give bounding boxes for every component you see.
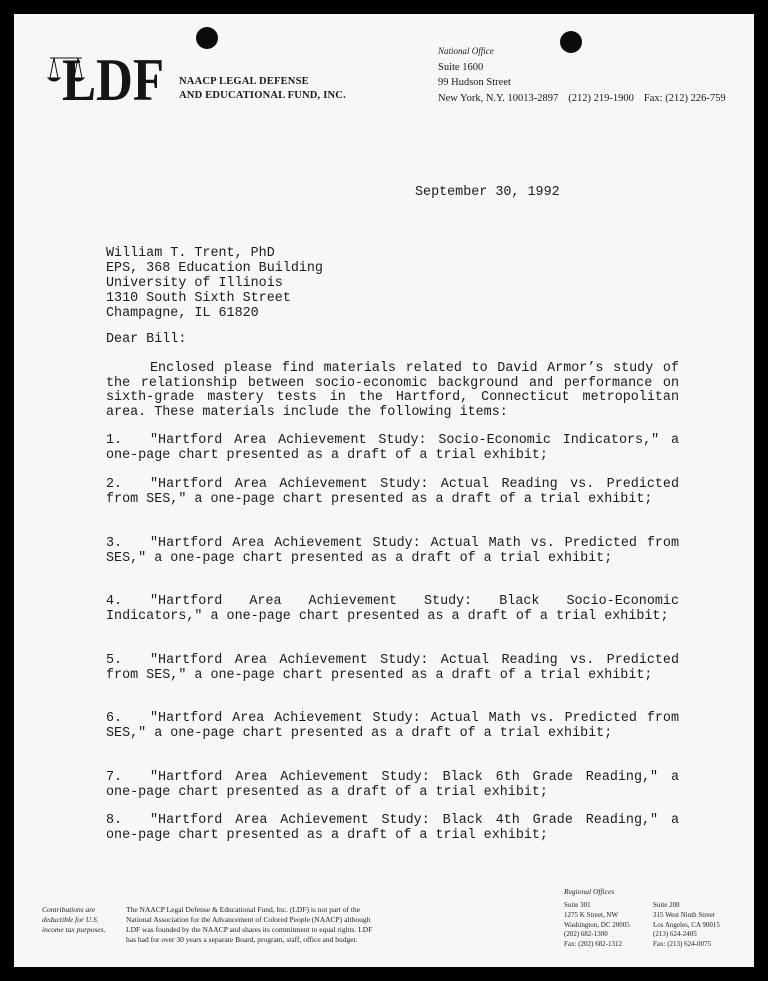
item-text: "Hartford Area Achievement Study: Socio-Economic Indicators," a one-page chart presented as a draft of a trial exhibit; (106, 433, 679, 463)
ldf-logo (48, 44, 166, 113)
dc-line: 1275 K Street, NW (564, 910, 619, 919)
item-text: "Hartford Area Achievement Study: Actual Reading vs. Predicted from SES," a one-page chart presented as a draft of a trial exhibit; (106, 653, 679, 683)
footer-disclaimer: The NAACP Legal Defense & Educational Fund, Inc. (LDF) is not part of the National Association for the Advancement of Colored People (NAACP) although LDF was founded by the NAACP and shares its commitment to equal rights. LDF has had for over 30 years a separate Board, program, staff, office and budget. (126, 905, 373, 944)
salutation: Dear Bill: (106, 332, 187, 347)
address-line: William T. Trent, PhD (106, 246, 275, 261)
address-line: University of Illinois (106, 276, 283, 291)
dc-office-address (564, 901, 630, 950)
list-item (106, 814, 679, 843)
item-text: "Hartford Area Achievement Study: Actual Math vs. Predicted from SES," a one-page chart presented as a draft of a trial exhibit; (106, 711, 679, 741)
tax-deductible-note (42, 905, 106, 935)
dc-line: Suite 301 (564, 901, 591, 909)
list-item (106, 595, 679, 624)
item-number: 3. (106, 536, 123, 551)
org-name-line2: AND EDUCATIONAL FUND, INC. (179, 90, 346, 101)
list-item (106, 654, 679, 683)
regional-offices-label: Regional Offices (564, 887, 615, 896)
national-office-address (438, 44, 726, 106)
address-line: Champagne, IL 61820 (106, 306, 259, 321)
logo-lettering: LDF (62, 47, 164, 113)
office-phone: (212) 219-1900 (568, 92, 634, 104)
list-item (106, 712, 679, 741)
letter-date: September 30, 1992 (415, 185, 560, 200)
intro-paragraph: Enclosed please find materials related to David Armor’s study of the relationship between socio-economic background and performance on sixth-grade mastery tests in the Hartford, Connecticut metropolitan area. These materials include the following items: (106, 361, 679, 420)
list-item (106, 478, 679, 507)
dc-line: Washington, DC 20005 (564, 920, 630, 929)
la-line: (213) 624-2405 (653, 930, 697, 939)
la-office-address (653, 901, 720, 950)
item-text: "Hartford Area Achievement Study: Actual Reading vs. Predicted from SES," a one-page chart presented as a draft of a trial exhibit; (106, 477, 679, 507)
la-line: 315 West Ninth Street (653, 910, 715, 919)
punch-hole-left (196, 27, 218, 49)
item-number: 4. (106, 594, 123, 609)
org-name (179, 75, 346, 103)
item-text: "Hartford Area Achievement Study: Black 4th Grade Reading," a one-page chart presented as a draft of a trial exhibit; (106, 813, 679, 843)
note-line: deductible for U.S. (42, 915, 99, 924)
la-line: Los Angeles, CA 90015 (653, 920, 720, 929)
note-line: Contributions are (42, 905, 96, 914)
office-contact-line (438, 91, 726, 107)
office-fax: Fax: (212) 226-759 (643, 92, 726, 104)
la-line: Suite 208 (653, 901, 680, 909)
item-number: 1. (106, 433, 123, 448)
office-street: 99 Hudson Street (438, 77, 511, 88)
address-line: 1310 South Sixth Street (106, 291, 291, 306)
dc-line: Fax: (202) 682-1312 (564, 940, 622, 949)
recipient-address (106, 247, 323, 322)
address-line: EPS, 368 Education Building (106, 261, 323, 276)
list-item (106, 434, 679, 463)
item-number: 8. (106, 813, 123, 828)
office-label: National Office (438, 46, 494, 56)
item-number: 6. (106, 711, 123, 726)
item-text: "Hartford Area Achievement Study: Black 6th Grade Reading," a one-page chart presented as a draft of a trial exhibit; (106, 770, 679, 800)
la-line: Fax: (213) 624-0075 (653, 940, 711, 949)
item-text: "Hartford Area Achievement Study: Black Socio-Economic Indicators," a one-page chart presented as a draft of a trial exhibit; (106, 594, 679, 624)
org-name-line1: NAACP LEGAL DEFENSE (179, 76, 309, 87)
item-number: 2. (106, 477, 123, 492)
dc-line: (202) 682-1300 (564, 930, 608, 939)
office-city: New York, N.Y. 10013-2897 (438, 92, 559, 104)
note-line: income tax purposes. (42, 925, 106, 934)
item-text: "Hartford Area Achievement Study: Actual Math vs. Predicted from SES," a one-page chart presented as a draft of a trial exhibit; (106, 536, 679, 566)
item-number: 5. (106, 653, 123, 668)
list-item (106, 537, 679, 566)
item-number: 7. (106, 770, 123, 785)
letter-page (14, 14, 754, 967)
list-item (106, 771, 679, 800)
office-suite: Suite 1600 (438, 61, 484, 73)
